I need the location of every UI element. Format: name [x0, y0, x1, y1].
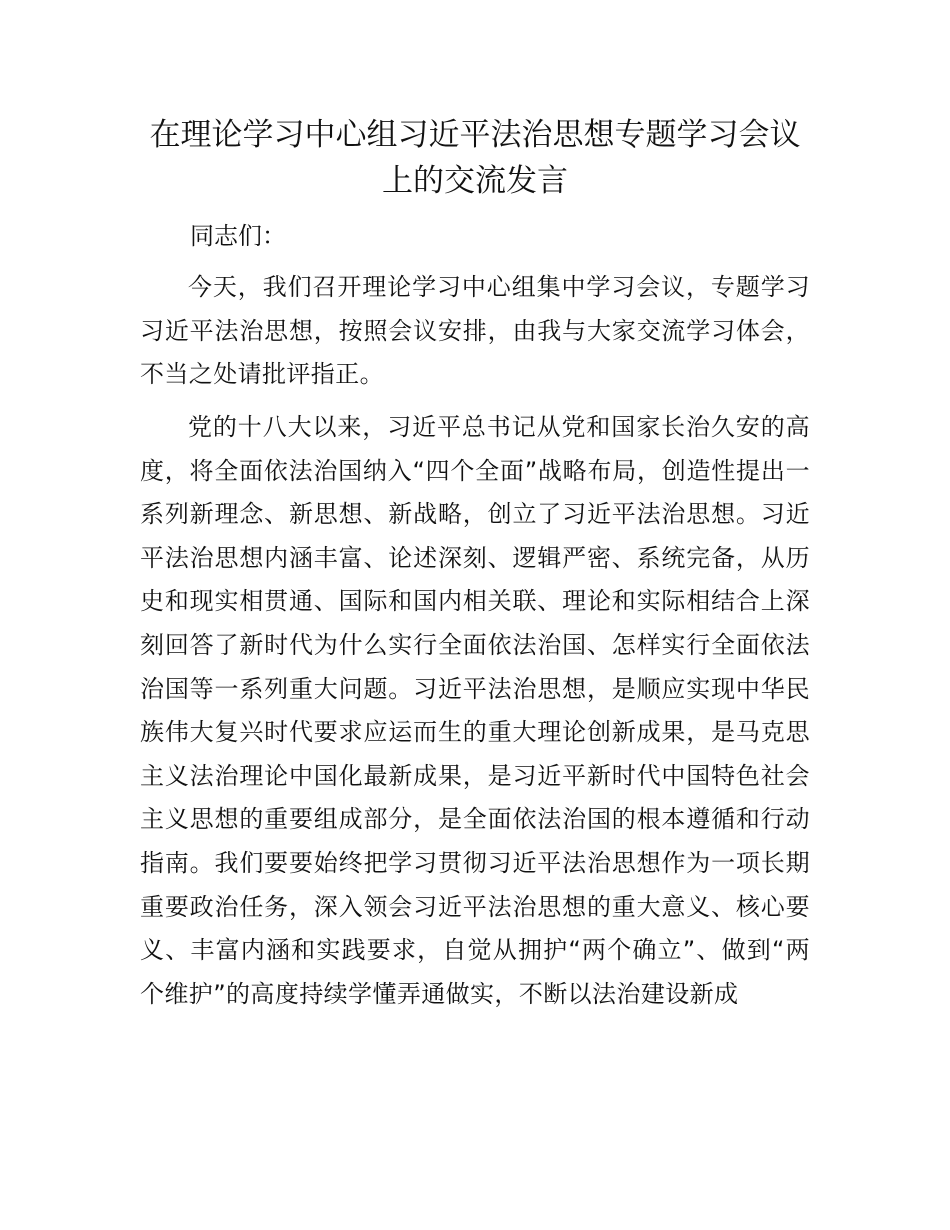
document-title: 在理论学习中心组习近平法治思想专题学习会议上的交流发言 [149, 117, 801, 199]
paragraph-2: 党的十八大以来，习近平总书记从党和国家长治久安的高度，将全面依法治国纳入“四个全面”战略布局，创造性提出一系列新理念、新思想、新战略，创立了习近平法治思想。习近平法治思想内涵丰富、论述深刻、逻辑严密、系统完备，从历史和现实相贯通、国际和国内相关联、理论和实际相结合上深刻回答了新时代为什么实行全面依法治国、怎样实行全面依法治国等一系列重大问题。习近平法治思想，是顺应实现中华民族伟大复兴时代要求应运而生的重大理论创新成果，是马克思主义法治理论中国化最新成果，是习近平新时代中国特色社会主义思想的重要组成部分，是全面依法治国的根本遵循和行动指南。我们要要始终把学习贯彻习近平法治思想作为一项长期重要政治任务，深入领会习近平法治思想的重大意义、核心要义、丰富内涵和实践要求，自觉从拥护“两个确立”、做到“两个维护”的高度持续学懂弄通做实，不断以法治建设新成 [140, 413, 810, 1008]
paragraph-1: 今天，我们召开理论学习中心组集中学习会议，专题学习习近平法治思想，按照会议安排，由我与大家交流学习体会，不当之处请批评指正。 [140, 273, 810, 389]
greeting: 同志们： [190, 222, 286, 250]
